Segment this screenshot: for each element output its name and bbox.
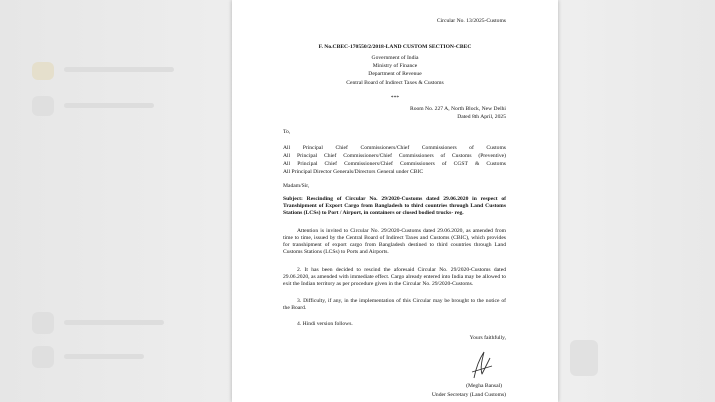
blurred-text: [64, 354, 144, 359]
paragraph: 2. It has been decided to rescind the aforesaid Circular No. 29/2020-Customs dated 29.06.2020, as amended with immediate effect. Cargo already entered into India may be allowed to exit the Indian territory as per procedure given in the Circular No. 29/2020-Customs.: [283, 267, 506, 287]
paragraph: Attention is invited to Circular No. 29/2020-Customs dated 29.06.2020, as amended from time to time, issued by the Central Board of Indirect Taxes and Customs (CBIC), which provides for transhipment of export cargo from Bangladesh destined to third countries through Land Customs Stations (LCSs) to Ports and Airports.: [283, 228, 506, 255]
blurred-thumbnail: [32, 312, 54, 334]
blurred-thumbnail: [32, 62, 54, 80]
blurred-text: [64, 103, 154, 108]
recipient-line: All Principal Director Generals/Directors General under CBIC: [283, 169, 424, 175]
office-address: Room No. 227 A, North Block, New Delhi: [409, 106, 506, 112]
separator-stars: ***: [390, 95, 400, 101]
blurred-thumbnail: [32, 346, 54, 368]
closing: Yours faithfully,: [469, 335, 506, 341]
file-number: F. No.CBEC-170550/2/2018-LAND CUSTOM SECTION-CBEC: [318, 44, 472, 50]
paragraph: 4. Hindi version follows.: [297, 321, 353, 327]
blurred-text: [64, 320, 164, 325]
recipient-line: All Principal Chief Commissioners/Chief Commissioners of Customs (Preventive): [283, 153, 506, 159]
signature-image: [468, 348, 496, 382]
recipient-line: All Principal Chief Commissioners/Chief Commissioners of Customs: [283, 145, 506, 151]
recipient-line: All Principal Chief Commissioners/Chief Commissioners of CGST & Customs: [283, 161, 506, 167]
org-line: Ministry of Finance: [372, 63, 418, 69]
blurred-thumbnail: [32, 96, 54, 116]
org-line: Central Board of Indirect Taxes & Customs: [346, 80, 444, 86]
org-line: Government of India: [371, 55, 419, 61]
subject-line: Subject: Rescinding of Circular No. 29/2020-Customs dated 29.06.2020 in respect of Transhipment of Export Cargo from Bangladesh to third countries through Land Customs Stations (LCSs) to Port / Airport, in containers or closed bodied trucks- reg.: [283, 196, 506, 216]
to-label: To,: [283, 129, 291, 135]
blurred-thumbnail: [570, 340, 598, 376]
blurred-text: [64, 67, 174, 72]
document-date: Dated 8th April, 2025: [457, 114, 506, 120]
salutation: Madam/Sir,: [283, 183, 310, 189]
signatory-name: (Megha Bansal): [466, 383, 502, 389]
paragraph: 3. Difficulty, if any, in the implementation of this Circular may be brought to the notice of the Board.: [283, 298, 506, 311]
document-page: [232, 0, 558, 402]
circular-number: Circular No. 13/2025-Customs: [436, 18, 506, 24]
org-line: Department of Revenue: [368, 71, 422, 77]
signatory-title: Under Secretary (Land Customs): [431, 392, 506, 398]
